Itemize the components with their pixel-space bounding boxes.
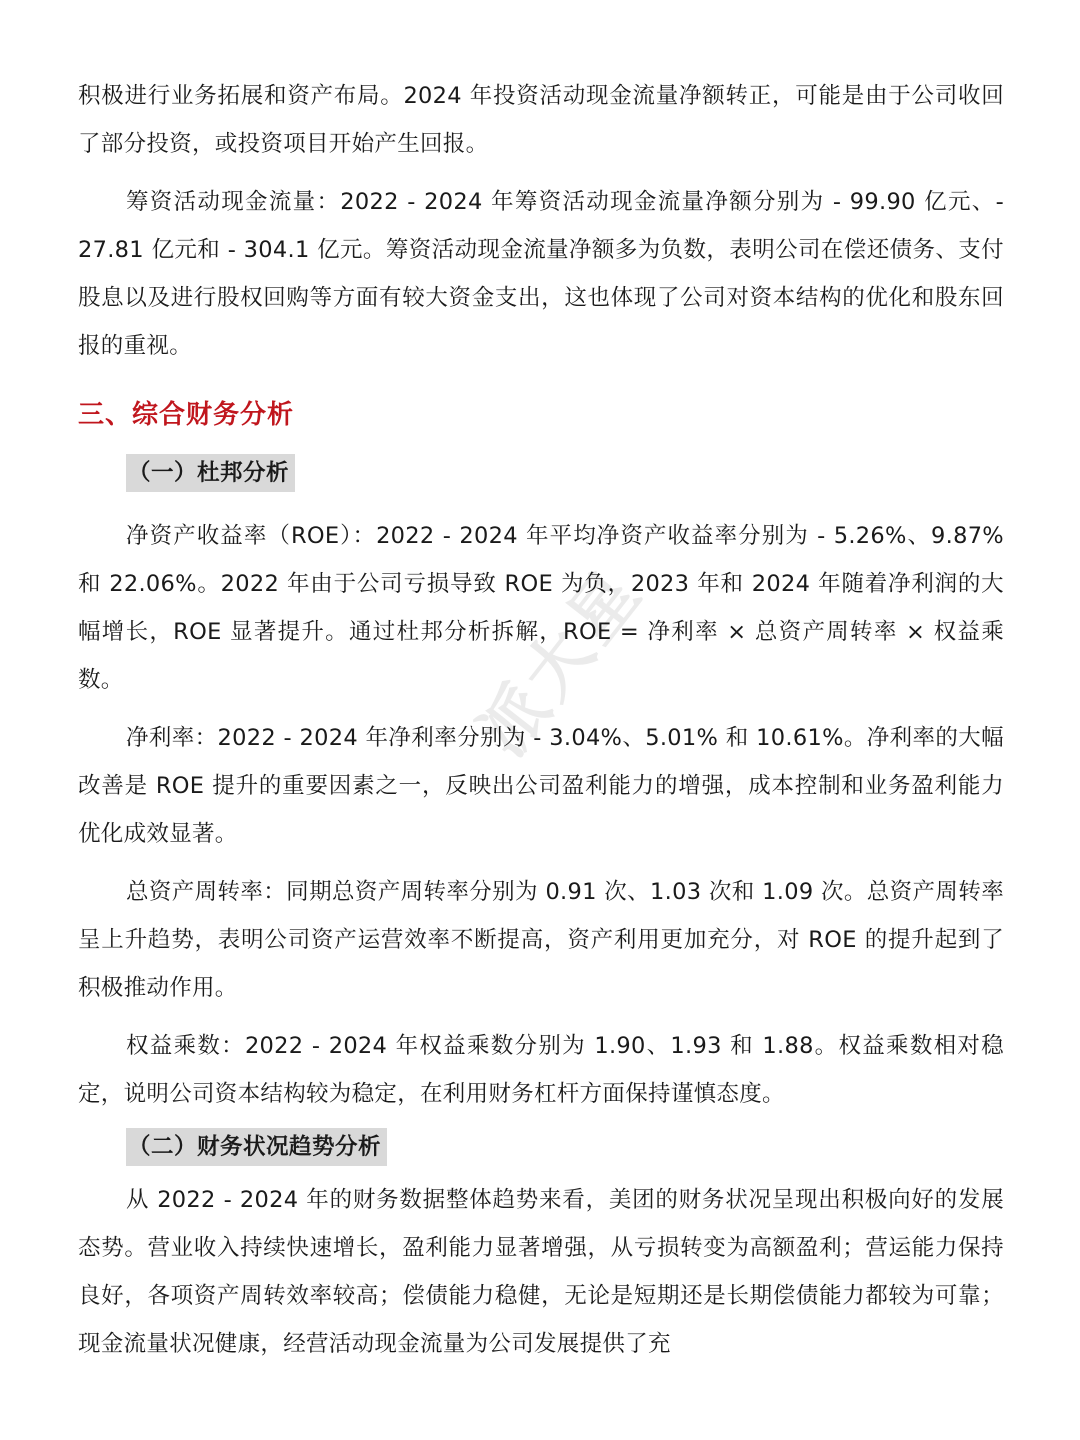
subheading-wrapper-trend [78, 1128, 1004, 1176]
paragraph-equity-multiplier: 权益乘数：2022 - 2024 年权益乘数分别为 1.90、1.93 和 1.88。权益乘数相对稳定，说明公司资本结构较为稳定，在利用财务杠杆方面保持谨慎态度。 [78, 1033, 1004, 1107]
paragraph-overall-trend: 从 2022 - 2024 年的财务数据整体趋势来看，美团的财务状况呈现出积极向好的发展态势。营业收入持续快速增长，盈利能力显著增强，从亏损转变为高额盈利；营运能力保持良好，各项资产周转效率较高；偿债能力稳健，无论是短期还是长期偿债能力都较为可靠；现金流量状况健康，经营活动现金流量为公司发展提供了充 [78, 1187, 1004, 1357]
paragraph-net-margin: 净利率：2022 - 2024 年净利率分别为 - 3.04%、5.01% 和 10.61%。净利率的大幅改善是 ROE 提升的重要因素之一，反映出公司盈利能力的增强，成本控制和业务盈利能力优化成效显著。 [78, 725, 1004, 847]
subheading-financial-trend-analysis: （二）财务状况趋势分析 [126, 1128, 387, 1166]
paragraph-investing-cashflow-tail: 积极进行业务拓展和资产布局。2024 年投资活动现金流量净额转正，可能是由于公司收回了部分投资，或投资项目开始产生回报。 [78, 83, 1004, 157]
document-page [78, 72, 1004, 1368]
paragraph-asset-turnover: 总资产周转率：同期总资产周转率分别为 0.91 次、1.03 次和 1.09 次。总资产周转率呈上升趋势，表明公司资产运营效率不断提高，资产利用更加充分，对 ROE 的提升起到了积极推动作用。 [78, 879, 1004, 1001]
paragraph-roe: 净资产收益率（ROE）：2022 - 2024 年平均净资产收益率分别为 - 5.26%、9.87% 和 22.06%。2022 年由于公司亏损导致 ROE 为负，2023 年和 2024 年随着净利润的大幅增长，ROE 显著提升。通过杜邦分析拆解，ROE = 净利率 × 总资产周转率 × 权益乘数。 [78, 523, 1004, 693]
subheading-wrapper-dupont [78, 454, 1004, 502]
subheading-dupont-analysis: （一）杜邦分析 [126, 454, 295, 492]
section-title-comprehensive-analysis: 三、综合财务分析 [78, 400, 295, 430]
watermark-text: 派大星 [463, 552, 658, 771]
paragraph-financing-cashflow: 筹资活动现金流量：2022 - 2024 年筹资活动现金流量净额分别为 - 99.90 亿元、- 27.81 亿元和 - 304.1 亿元。筹资活动现金流量净额多为负数，表明公司在偿还债务、支付股息以及进行股权回购等方面有较大资金支出，这也体现了公司对资本结构的优化和股东回报的重视。 [78, 189, 1004, 359]
